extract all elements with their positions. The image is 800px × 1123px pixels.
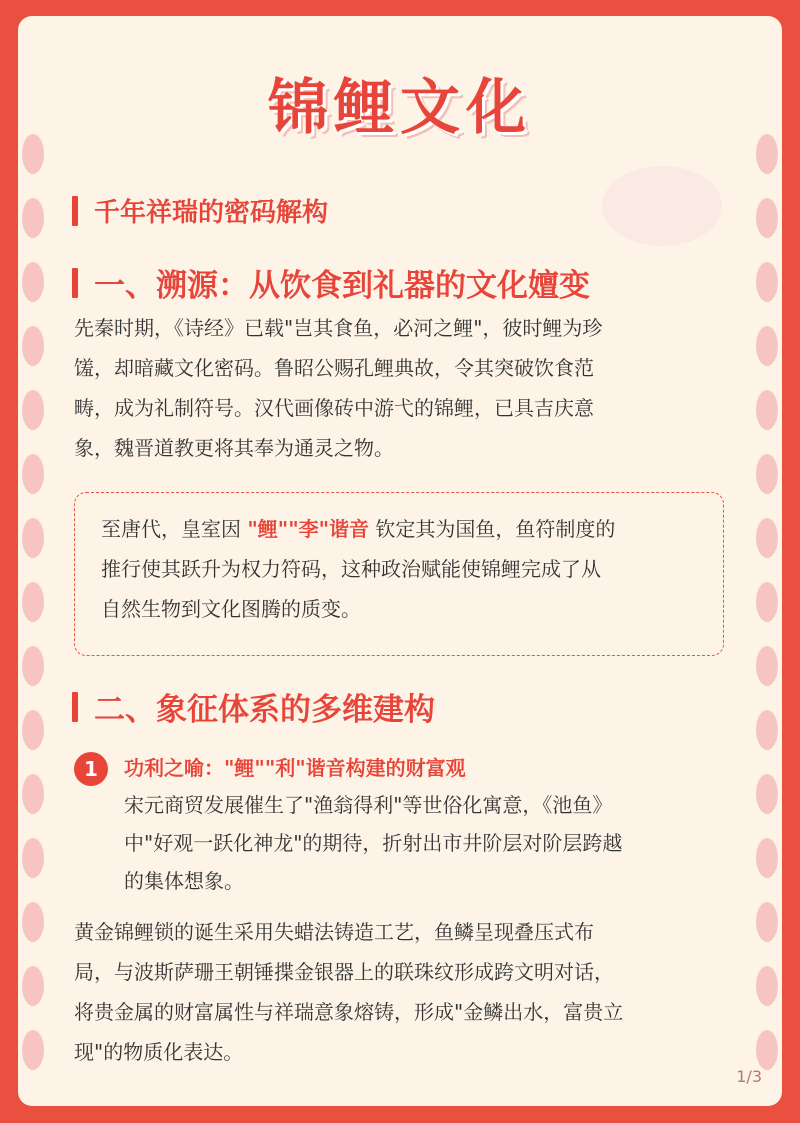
border-dot-icon	[22, 198, 44, 238]
page-number: 1/3	[736, 1067, 762, 1086]
border-dot-icon	[756, 198, 778, 238]
numbered-item-title: 功利之喻："鲤""利"谐音构建的财富观	[124, 756, 466, 780]
border-dot-icon	[22, 390, 44, 430]
right-dot-border	[752, 16, 782, 1106]
numbered-item-body	[124, 786, 724, 900]
border-dot-icon	[22, 582, 44, 622]
section2-heading-text: 二、象征体系的多维建构	[94, 692, 435, 728]
section1-paragraph	[74, 308, 724, 468]
border-dot-icon	[22, 774, 44, 814]
border-dot-icon	[756, 646, 778, 686]
section2-heading	[72, 684, 435, 729]
paragraph-line: 畴，成为礼制符号。汉代画像砖中游弋的锦鲤，已具吉庆意	[74, 396, 594, 420]
border-dot-icon	[22, 326, 44, 366]
border-dot-icon	[756, 454, 778, 494]
border-dot-icon	[756, 966, 778, 1006]
paragraph-line: 黄金锦鲤锁的诞生采用失蜡法铸造工艺，鱼鳞呈现叠压式布	[74, 920, 594, 944]
border-dot-icon	[756, 582, 778, 622]
page-title: 锦鲤文化	[268, 73, 532, 143]
border-dot-icon	[22, 518, 44, 558]
border-dot-icon	[22, 262, 44, 302]
border-dot-icon	[756, 710, 778, 750]
border-dot-icon	[756, 774, 778, 814]
cloud-decoration-icon	[602, 166, 722, 246]
callout-text: 至唐代，皇室因	[101, 517, 248, 541]
paragraph-line: 将贵金属的财富属性与祥瑞意象熔铸，形成"金鳞出水，富贵立	[74, 1000, 624, 1024]
subtitle-text: 千年祥瑞的密码解构	[94, 198, 329, 228]
paragraph-line: 局，与波斯萨珊王朝锤揲金银器上的联珠纹形成跨文明对话，	[74, 960, 614, 984]
border-dot-icon	[756, 262, 778, 302]
number-badge: 1	[74, 752, 108, 786]
body-line: 中"好观一跃化神龙"的期待，折射出市井阶层对阶层跨越	[124, 831, 623, 855]
paper-background	[18, 16, 782, 1106]
border-dot-icon	[756, 390, 778, 430]
border-dot-icon	[22, 902, 44, 942]
subtitle-heading	[72, 192, 328, 229]
callout-text: 钦定其为国鱼，鱼符制度的	[369, 517, 616, 541]
body-line: 宋元商贸发展催生了"渔翁得利"等世俗化寓意，《池鱼》	[124, 793, 613, 817]
border-dot-icon	[22, 838, 44, 878]
heading-bar	[72, 196, 78, 226]
section1-heading-text: 一、溯源：从饮食到礼器的文化嬗变	[94, 268, 590, 304]
paragraph-line: 馐，却暗藏文化密码。鲁昭公赐孔鲤典故，令其突破饮食范	[74, 356, 594, 380]
border-dot-icon	[756, 518, 778, 558]
callout-line: 推行使其跃升为权力符码，这种政治赋能使锦鲤完成了从	[101, 557, 601, 581]
left-dot-border	[18, 16, 48, 1106]
heading-bar	[72, 692, 78, 722]
border-dot-icon	[22, 646, 44, 686]
callout-line: 自然生物到文化图腾的质变。	[101, 597, 361, 621]
body-line: 的集体想象。	[124, 869, 244, 893]
border-dot-icon	[756, 1030, 778, 1070]
border-dot-icon	[756, 838, 778, 878]
border-dot-icon	[756, 326, 778, 366]
paragraph-line: 先秦时期，《诗经》已载"岂其食鱼，必河之鲤"，彼时鲤为珍	[74, 316, 603, 340]
section2-paragraph	[74, 912, 724, 1072]
section1-heading	[72, 260, 590, 305]
border-dot-icon	[22, 710, 44, 750]
paragraph-line: 象，魏晋道教更将其奉为通灵之物。	[74, 436, 394, 460]
border-dot-icon	[756, 902, 778, 942]
heading-bar	[72, 268, 78, 298]
border-dot-icon	[22, 966, 44, 1006]
callout-highlight: "鲤""李"谐音	[247, 517, 370, 541]
paragraph-line: 现"的物质化表达。	[74, 1040, 244, 1064]
border-dot-icon	[22, 1030, 44, 1070]
callout-box	[74, 492, 724, 656]
border-dot-icon	[22, 454, 44, 494]
